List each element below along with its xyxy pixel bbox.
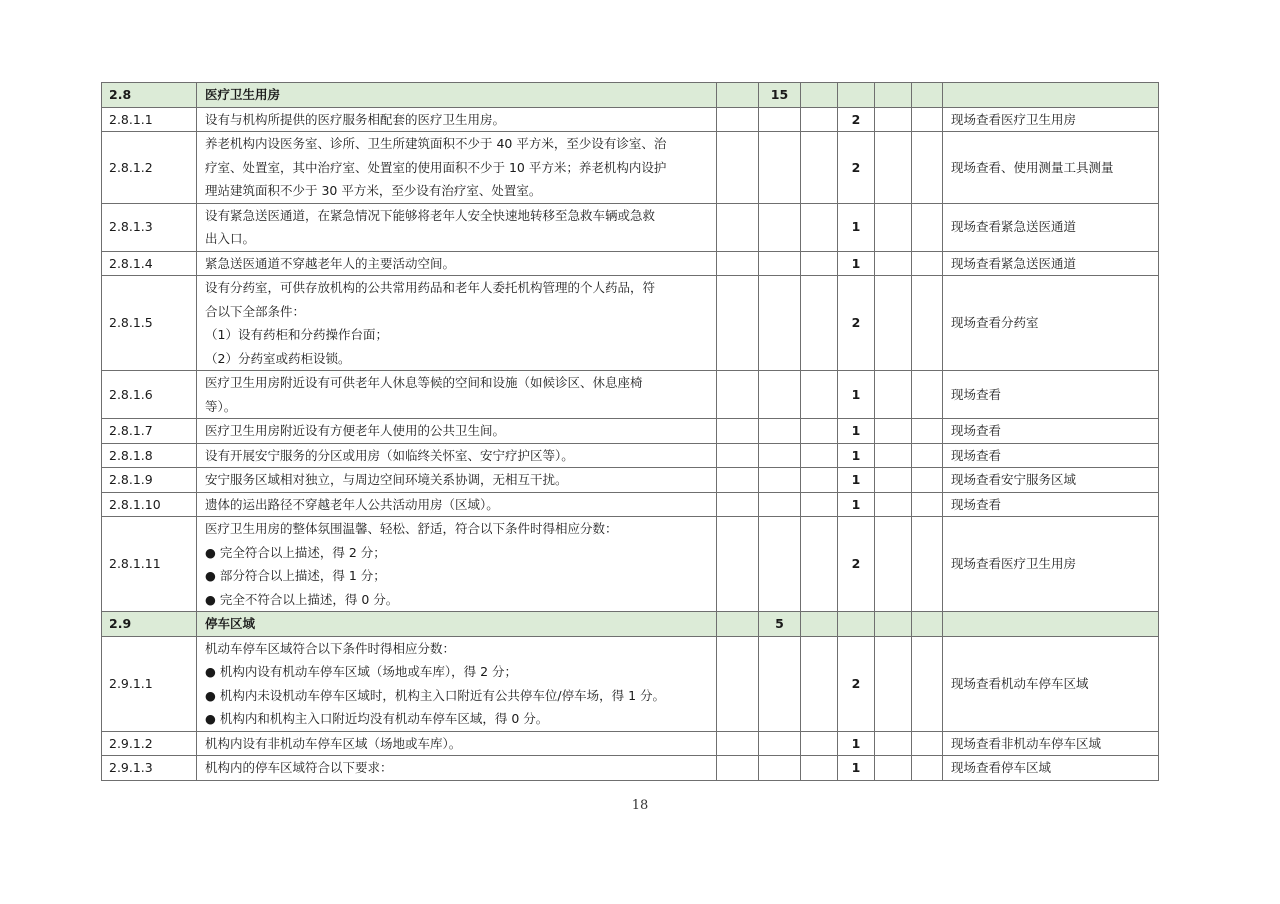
item-points: 2	[838, 107, 875, 132]
empty-cell	[875, 251, 912, 276]
item-description	[197, 756, 717, 781]
empty-cell	[759, 107, 801, 132]
empty-cell	[912, 612, 943, 637]
empty-cell	[759, 371, 801, 419]
description-line: 设有开展安宁服务的分区或用房（如临终关怀室、安宁疗护区等）。	[205, 447, 574, 463]
empty-cell	[912, 371, 943, 419]
empty-cell	[912, 636, 943, 731]
item-code: 2.8.1.4	[102, 251, 197, 276]
item-description	[197, 443, 717, 468]
item-description	[197, 132, 717, 204]
table-row	[102, 276, 1159, 371]
section-title: 医疗卫生用房	[197, 83, 717, 108]
empty-cell	[875, 276, 912, 371]
description-line: 安宁服务区域相对独立，与周边空间环境关系协调，无相互干扰。	[205, 472, 568, 487]
table-row	[102, 107, 1159, 132]
item-code: 2.8.1.11	[102, 517, 197, 612]
empty-cell	[801, 468, 838, 493]
empty-cell	[801, 251, 838, 276]
empty-cell	[801, 636, 838, 731]
empty-cell	[759, 251, 801, 276]
description-line: 理站建筑面积不少于 30 平方米，至少设有治疗室、处置室。	[205, 183, 542, 198]
item-method: 现场查看紧急送医通道	[943, 203, 1159, 251]
description-line: （1）设有药柜和分药操作台面；	[205, 327, 388, 342]
description-line: 出入口。	[205, 231, 256, 246]
item-points: 1	[838, 492, 875, 517]
empty-cell	[717, 731, 759, 756]
section-title: 停车区域	[197, 612, 717, 637]
empty-cell	[943, 612, 1159, 637]
empty-cell	[875, 132, 912, 204]
empty-cell	[875, 203, 912, 251]
item-points: 1	[838, 731, 875, 756]
empty-cell	[759, 468, 801, 493]
item-code: 2.8.1.7	[102, 419, 197, 444]
empty-cell	[717, 517, 759, 612]
item-description	[197, 107, 717, 132]
empty-cell	[912, 492, 943, 517]
empty-cell	[759, 731, 801, 756]
description-line: 设有与机构所提供的医疗服务相配套的医疗卫生用房。	[205, 111, 506, 127]
page-number: 18	[631, 798, 649, 813]
description-line: 机构内设有非机动车停车区域（场地或车库）。	[205, 735, 462, 751]
empty-cell	[801, 107, 838, 132]
section-code: 2.9	[102, 612, 197, 637]
description-line: ● 机构内未设机动车停车区域时，机构主入口附近有公共停车位/停车场，得 1 分。	[205, 687, 665, 703]
empty-cell	[717, 492, 759, 517]
item-method: 现场查看、使用测量工具测量	[943, 132, 1159, 204]
table-row	[102, 419, 1159, 444]
empty-cell	[912, 517, 943, 612]
empty-cell	[801, 492, 838, 517]
section-score: 15	[759, 83, 801, 108]
empty-cell	[717, 612, 759, 637]
empty-cell	[759, 203, 801, 251]
item-code: 2.8.1.3	[102, 203, 197, 251]
item-points: 1	[838, 443, 875, 468]
item-points: 2	[838, 276, 875, 371]
item-points: 1	[838, 371, 875, 419]
empty-cell	[717, 83, 759, 108]
item-description	[197, 203, 717, 251]
empty-cell	[875, 107, 912, 132]
empty-cell	[875, 419, 912, 444]
description-line: 设有紧急送医通道，在紧急情况下能够将老年人安全快速地转移至急救车辆或急救	[205, 207, 656, 223]
empty-cell	[759, 636, 801, 731]
item-method: 现场查看	[943, 419, 1159, 444]
item-method: 现场查看安宁服务区域	[943, 468, 1159, 493]
section-header-row	[102, 612, 1159, 637]
description-line: 等）。	[205, 398, 237, 414]
empty-cell	[943, 83, 1159, 108]
empty-cell	[875, 492, 912, 517]
item-code: 2.8.1.6	[102, 371, 197, 419]
item-description	[197, 251, 717, 276]
item-method: 现场查看紧急送医通道	[943, 251, 1159, 276]
empty-cell	[875, 517, 912, 612]
empty-cell	[912, 443, 943, 468]
empty-cell	[912, 203, 943, 251]
item-code: 2.8.1.5	[102, 276, 197, 371]
empty-cell	[759, 756, 801, 781]
item-method: 现场查看	[943, 371, 1159, 419]
empty-cell	[875, 443, 912, 468]
empty-cell	[717, 203, 759, 251]
empty-cell	[801, 419, 838, 444]
item-points: 1	[838, 756, 875, 781]
empty-cell	[875, 731, 912, 756]
item-points: 1	[838, 419, 875, 444]
item-description	[197, 419, 717, 444]
empty-cell	[801, 612, 838, 637]
empty-cell	[912, 468, 943, 493]
section-code: 2.8	[102, 83, 197, 108]
empty-cell	[838, 612, 875, 637]
item-points: 2	[838, 517, 875, 612]
item-description	[197, 468, 717, 493]
description-line: 疗室、处置室，其中治疗室、处置室的使用面积不少于 10 平方米；养老机构内设护	[205, 159, 667, 175]
empty-cell	[875, 756, 912, 781]
empty-cell	[912, 132, 943, 204]
section-header-row	[102, 83, 1159, 108]
empty-cell	[717, 132, 759, 204]
empty-cell	[717, 107, 759, 132]
description-line: 机动车停车区域符合以下条件时得相应分数：	[205, 640, 456, 656]
item-description	[197, 517, 717, 612]
empty-cell	[801, 517, 838, 612]
empty-cell	[801, 83, 838, 108]
table-row	[102, 203, 1159, 251]
item-method: 现场查看	[943, 443, 1159, 468]
item-points: 1	[838, 468, 875, 493]
empty-cell	[838, 83, 875, 108]
item-code: 2.8.1.2	[102, 132, 197, 204]
item-points: 2	[838, 636, 875, 731]
empty-cell	[717, 276, 759, 371]
empty-cell	[759, 276, 801, 371]
empty-cell	[912, 251, 943, 276]
item-code: 2.9.1.2	[102, 731, 197, 756]
description-line: 紧急送医通道不穿越老年人的主要活动空间。	[205, 255, 456, 271]
item-code: 2.8.1.9	[102, 468, 197, 493]
description-line: 医疗卫生用房的整体氛围温馨、轻松、舒适，符合以下条件时得相应分数：	[205, 521, 618, 536]
item-points: 2	[838, 132, 875, 204]
empty-cell	[717, 371, 759, 419]
empty-cell	[717, 443, 759, 468]
description-line: ● 机构内设有机动车停车区域（场地或车库），得 2 分；	[205, 664, 518, 679]
item-method: 现场查看停车区域	[943, 756, 1159, 781]
item-description	[197, 636, 717, 731]
item-method: 现场查看非机动车停车区域	[943, 731, 1159, 756]
empty-cell	[801, 756, 838, 781]
empty-cell	[912, 107, 943, 132]
empty-cell	[801, 371, 838, 419]
item-code: 2.8.1.1	[102, 107, 197, 132]
item-method: 现场查看分药室	[943, 276, 1159, 371]
description-line: 合以下全部条件：	[205, 303, 306, 319]
empty-cell	[912, 83, 943, 108]
evaluation-table	[101, 82, 1159, 781]
item-code: 2.8.1.10	[102, 492, 197, 517]
item-points: 1	[838, 203, 875, 251]
empty-cell	[717, 468, 759, 493]
empty-cell	[759, 492, 801, 517]
empty-cell	[912, 756, 943, 781]
empty-cell	[801, 731, 838, 756]
empty-cell	[717, 636, 759, 731]
item-description	[197, 276, 717, 371]
empty-cell	[875, 468, 912, 493]
item-code: 2.9.1.1	[102, 636, 197, 731]
empty-cell	[801, 276, 838, 371]
table-row	[102, 132, 1159, 204]
empty-cell	[875, 371, 912, 419]
item-code: 2.9.1.3	[102, 756, 197, 781]
table-row	[102, 756, 1159, 781]
table-body	[102, 83, 1159, 781]
section-score: 5	[759, 612, 801, 637]
item-description	[197, 731, 717, 756]
empty-cell	[875, 83, 912, 108]
empty-cell	[801, 443, 838, 468]
item-code: 2.8.1.8	[102, 443, 197, 468]
description-line: ● 完全符合以上描述，得 2 分；	[205, 544, 386, 560]
empty-cell	[759, 132, 801, 204]
empty-cell	[759, 517, 801, 612]
empty-cell	[875, 612, 912, 637]
description-line: 医疗卫生用房附近设有可供老年人休息等候的空间和设施（如候诊区、休息座椅	[205, 375, 643, 390]
empty-cell	[759, 443, 801, 468]
table-row	[102, 517, 1159, 612]
empty-cell	[759, 419, 801, 444]
empty-cell	[875, 636, 912, 731]
description-line: 遗体的运出路径不穿越老年人公共活动用房（区域）。	[205, 496, 499, 512]
description-line: ● 机构内和机构主入口附近均没有机动车停车区域，得 0 分。	[205, 711, 549, 726]
item-method: 现场查看医疗卫生用房	[943, 517, 1159, 612]
table-row	[102, 468, 1159, 493]
description-line: 养老机构内设医务室、诊所、卫生所建筑面积不少于 40 平方米，至少设有诊室、治	[205, 136, 667, 151]
table-row	[102, 251, 1159, 276]
description-line: 医疗卫生用房附近设有方便老年人使用的公共卫生间。	[205, 423, 506, 438]
description-line: 设有分药室，可供存放机构的公共常用药品和老年人委托机构管理的个人药品，符	[205, 280, 656, 295]
item-points: 1	[838, 251, 875, 276]
table-row	[102, 371, 1159, 419]
item-description	[197, 492, 717, 517]
table-row	[102, 636, 1159, 731]
empty-cell	[801, 132, 838, 204]
empty-cell	[801, 203, 838, 251]
item-description	[197, 371, 717, 419]
empty-cell	[912, 419, 943, 444]
item-method: 现场查看医疗卫生用房	[943, 107, 1159, 132]
empty-cell	[912, 731, 943, 756]
table-row	[102, 443, 1159, 468]
item-method: 现场查看机动车停车区域	[943, 636, 1159, 731]
description-line: ● 完全不符合以上描述，得 0 分。	[205, 591, 399, 607]
table-row	[102, 731, 1159, 756]
table-row	[102, 492, 1159, 517]
item-method: 现场查看	[943, 492, 1159, 517]
description-line: （2）分药室或药柜设锁。	[205, 350, 351, 366]
description-line: 机构内的停车区域符合以下要求：	[205, 760, 393, 775]
empty-cell	[717, 756, 759, 781]
empty-cell	[912, 276, 943, 371]
empty-cell	[717, 251, 759, 276]
description-line: ● 部分符合以上描述，得 1 分；	[205, 568, 386, 583]
empty-cell	[717, 419, 759, 444]
